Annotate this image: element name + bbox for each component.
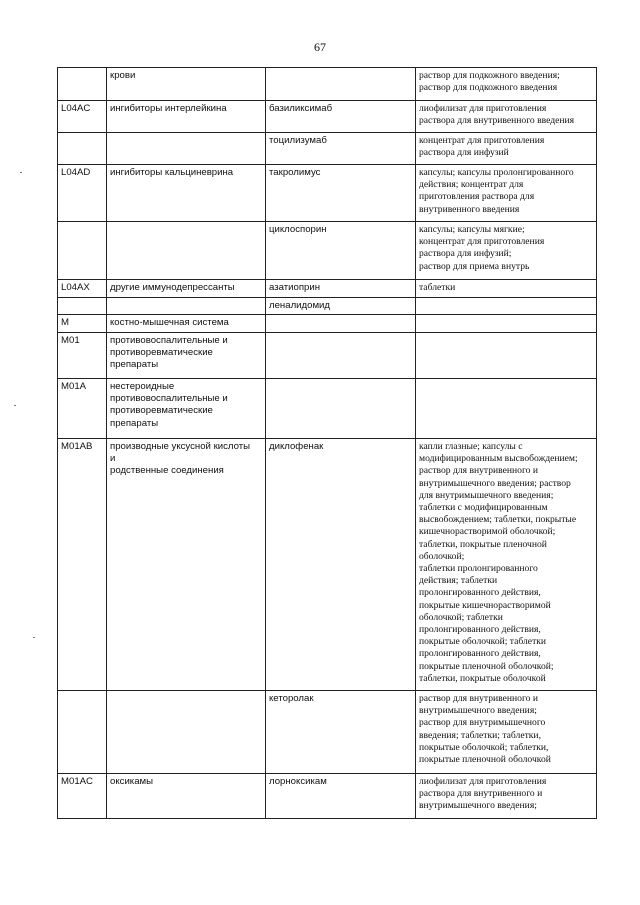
drug-name: [266, 379, 416, 439]
dosage-forms: [416, 315, 597, 333]
drug-name: тоцилизумаб: [266, 133, 416, 165]
scan-speck: [20, 172, 22, 173]
atc-code: M01A: [58, 379, 107, 439]
table-row: [58, 222, 597, 280]
dosage-forms: капсулы; капсулы мягкие; концентрат для приготовления раствора для инфузий; раствор для приема внутрь: [416, 222, 597, 280]
table-row: [58, 333, 597, 379]
dosage-forms: лиофилизат для приготовления раствора для внутривенного введения: [416, 101, 597, 133]
atc-code: [58, 691, 107, 774]
atc-group-name: костно-мышечная система: [107, 315, 266, 333]
dosage-forms: [416, 333, 597, 379]
atc-code: L04AD: [58, 165, 107, 222]
drug-name: [266, 333, 416, 379]
atc-code: M01AB: [58, 439, 107, 691]
drug-name: леналидомид: [266, 298, 416, 315]
atc-group-name: другие иммунодепрессанты: [107, 280, 266, 298]
drug-list-table: [57, 67, 597, 819]
atc-code: L04AX: [58, 280, 107, 298]
atc-group-name: нестероидные противовоспалительные и противоревматические препараты: [107, 379, 266, 439]
dosage-forms: лиофилизат для приготовления раствора для внутривенного и внутримышечного введения;: [416, 774, 597, 819]
drug-name: базиликсимаб: [266, 101, 416, 133]
page-number: 67: [314, 40, 326, 54]
drug-name: лорноксикам: [266, 774, 416, 819]
table-row: [58, 691, 597, 774]
atc-group-name: оксикамы: [107, 774, 266, 819]
dosage-forms: раствор для подкожного введения; раствор для подкожного введения: [416, 68, 597, 101]
table-row: [58, 315, 597, 333]
table-row: [58, 133, 597, 165]
drug-name: азатиоприн: [266, 280, 416, 298]
atc-group-name: [107, 298, 266, 315]
drug-name: кеторолак: [266, 691, 416, 774]
drug-name: [266, 68, 416, 101]
dosage-forms: [416, 379, 597, 439]
atc-group-name: производные уксусной кислоты и родственные соединения: [107, 439, 266, 691]
table-row: [58, 68, 597, 101]
drug-name: такролимус: [266, 165, 416, 222]
table-row: [58, 101, 597, 133]
atc-code: [58, 133, 107, 165]
drug-name: диклофенак: [266, 439, 416, 691]
atc-code: [58, 298, 107, 315]
atc-code: M01AC: [58, 774, 107, 819]
atc-group-name: [107, 133, 266, 165]
table-row: [58, 298, 597, 315]
scan-speck: [14, 405, 16, 406]
atc-code: [58, 222, 107, 280]
table-row: [58, 774, 597, 819]
table-row: [58, 379, 597, 439]
table-row: [58, 439, 597, 691]
scan-speck: [33, 637, 35, 638]
atc-group-name: [107, 691, 266, 774]
atc-group-name: крови: [107, 68, 266, 101]
drug-name: циклоспорин: [266, 222, 416, 280]
dosage-forms: таблетки: [416, 280, 597, 298]
table-row: [58, 280, 597, 298]
dosage-forms: концентрат для приготовления раствора для инфузий: [416, 133, 597, 165]
table-row: [58, 165, 597, 222]
atc-group-name: противовоспалительные и противоревматические препараты: [107, 333, 266, 379]
dosage-forms: [416, 298, 597, 315]
drug-name: [266, 315, 416, 333]
atc-group-name: [107, 222, 266, 280]
atc-code: L04AC: [58, 101, 107, 133]
atc-code: M01: [58, 333, 107, 379]
atc-code: [58, 68, 107, 101]
atc-group-name: ингибиторы кальциневрина: [107, 165, 266, 222]
atc-group-name: ингибиторы интерлейкина: [107, 101, 266, 133]
dosage-forms: капсулы; капсулы пролонгированного действия; концентрат для приготовления раствора для внутривенного введения: [416, 165, 597, 222]
dosage-forms: капли глазные; капсулы с модифицированным высвобождением; раствор для внутривенного и внутримышечного введения; раствор для внутримышечного введения; таблетки с модифицированным высвобождением; таблетки, покрытые кишечнорастворимой оболочкой; таблетки, покрытые пленочной оболочкой; таблетки пролонгированного действия; таблетки пролонгированного действия, покрытые кишечнорастворимой оболочкой; таблетки пролонгированного действия, покрытые оболочкой; таблетки пролонгированного действия, покрытые пленочной оболочкой; таблетки, покрытые оболочкой: [416, 439, 597, 691]
atc-code: M: [58, 315, 107, 333]
dosage-forms: раствор для внутривенного и внутримышечного введения; раствор для внутримышечного введения; таблетки; таблетки, покрытые оболочкой; таблетки, покрытые пленочной оболочкой: [416, 691, 597, 774]
